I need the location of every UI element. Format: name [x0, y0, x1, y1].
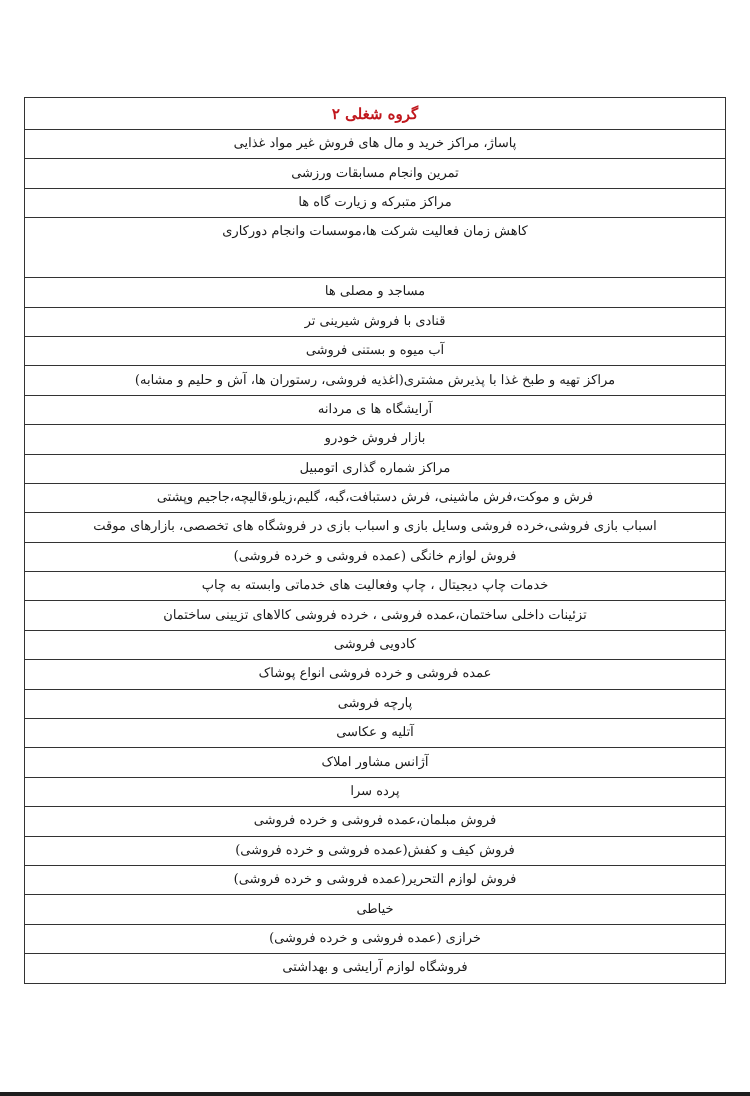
group-title: گروه شغلی ۲	[25, 98, 726, 130]
table-cell: پارچه فروشی	[25, 689, 726, 718]
table-cell: کاهش زمان فعالیت شرکت ها،موسسات وانجام دورکاری	[25, 218, 726, 278]
table-row	[25, 748, 726, 777]
table-row	[25, 865, 726, 894]
table-cell: آتلیه و عکاسی	[25, 719, 726, 748]
table-row	[25, 278, 726, 307]
table-row	[25, 366, 726, 395]
table-row	[25, 159, 726, 188]
table-row	[25, 895, 726, 924]
table-cell: مراکز شماره گذاری اتومبیل	[25, 454, 726, 483]
table-row	[25, 307, 726, 336]
table-row	[25, 601, 726, 630]
table-row	[25, 719, 726, 748]
table-cell: خیاطی	[25, 895, 726, 924]
table-cell: فرش و موکت،فرش ماشینی، فرش دستبافت،گبه، گلیم،زیلو،قالیچه،جاجیم وپشتی	[25, 483, 726, 512]
table-row	[25, 425, 726, 454]
table-cell: پاساژ، مراکز خرید و مال های فروش غیر مواد غذایی	[25, 130, 726, 159]
table-cell: پرده سرا	[25, 777, 726, 806]
table-row	[25, 924, 726, 953]
table-cell: قنادی با فروش شیرینی تر	[25, 307, 726, 336]
table-row	[25, 130, 726, 159]
table-row	[25, 188, 726, 217]
table-row	[25, 513, 726, 542]
table-row	[25, 807, 726, 836]
table-row	[25, 454, 726, 483]
table-row	[25, 954, 726, 983]
table-row	[25, 777, 726, 806]
table-row	[25, 218, 726, 278]
table-cell: کادویی فروشی	[25, 630, 726, 659]
table-cell: فروشگاه لوازم آرایشی و بهداشتی	[25, 954, 726, 983]
table-cell: خرازی (عمده فروشی و خرده فروشی)	[25, 924, 726, 953]
table-row	[25, 483, 726, 512]
table-cell: اسباب بازی فروشی،خرده فروشی وسایل بازی و اسباب بازی در فروشگاه های تخصصی، بازارهای موقت	[25, 513, 726, 542]
table-cell: فروش کیف و کفش(عمده فروشی و خرده فروشی)	[25, 836, 726, 865]
occupation-group-table	[24, 97, 726, 984]
table-cell: فروش لوازم التحریر(عمده فروشی و خرده فروشی)	[25, 865, 726, 894]
table-row	[25, 572, 726, 601]
table-cell: مراکز تهیه و طبخ غذا با پذیرش مشتری(اغذیه فروشی، رستوران ها، آش و حلیم و مشابه)	[25, 366, 726, 395]
table-cell: تمرین وانجام مسابقات ورزشی	[25, 159, 726, 188]
bottom-edge-bar	[0, 1092, 750, 1096]
table-row	[25, 336, 726, 365]
table-cell: تزئینات داخلی ساختمان،عمده فروشی ، خرده فروشی کالاهای تزیینی ساختمان	[25, 601, 726, 630]
table-header-row	[25, 98, 726, 130]
table-cell: خدمات چاپ دیجیتال ، چاپ وفعالیت های خدماتی وابسته به چاپ	[25, 572, 726, 601]
table-cell: آب میوه و بستنی فروشی	[25, 336, 726, 365]
table-cell: عمده فروشی و خرده فروشی انواع پوشاک	[25, 660, 726, 689]
table-cell: مراکز متبرکه و زیارت گاه ها	[25, 188, 726, 217]
table-cell: فروش مبلمان،عمده فروشی و خرده فروشی	[25, 807, 726, 836]
table-row	[25, 395, 726, 424]
table-row	[25, 542, 726, 571]
table-cell: مساجد و مصلی ها	[25, 278, 726, 307]
table-cell: آژانس مشاور املاک	[25, 748, 726, 777]
table-cell: آرایشگاه ها ی مردانه	[25, 395, 726, 424]
table-cell: فروش لوازم خانگی (عمده فروشی و خرده فروشی)	[25, 542, 726, 571]
table-cell: بازار فروش خودرو	[25, 425, 726, 454]
table-row	[25, 689, 726, 718]
table-row	[25, 660, 726, 689]
table-row	[25, 630, 726, 659]
table-row	[25, 836, 726, 865]
